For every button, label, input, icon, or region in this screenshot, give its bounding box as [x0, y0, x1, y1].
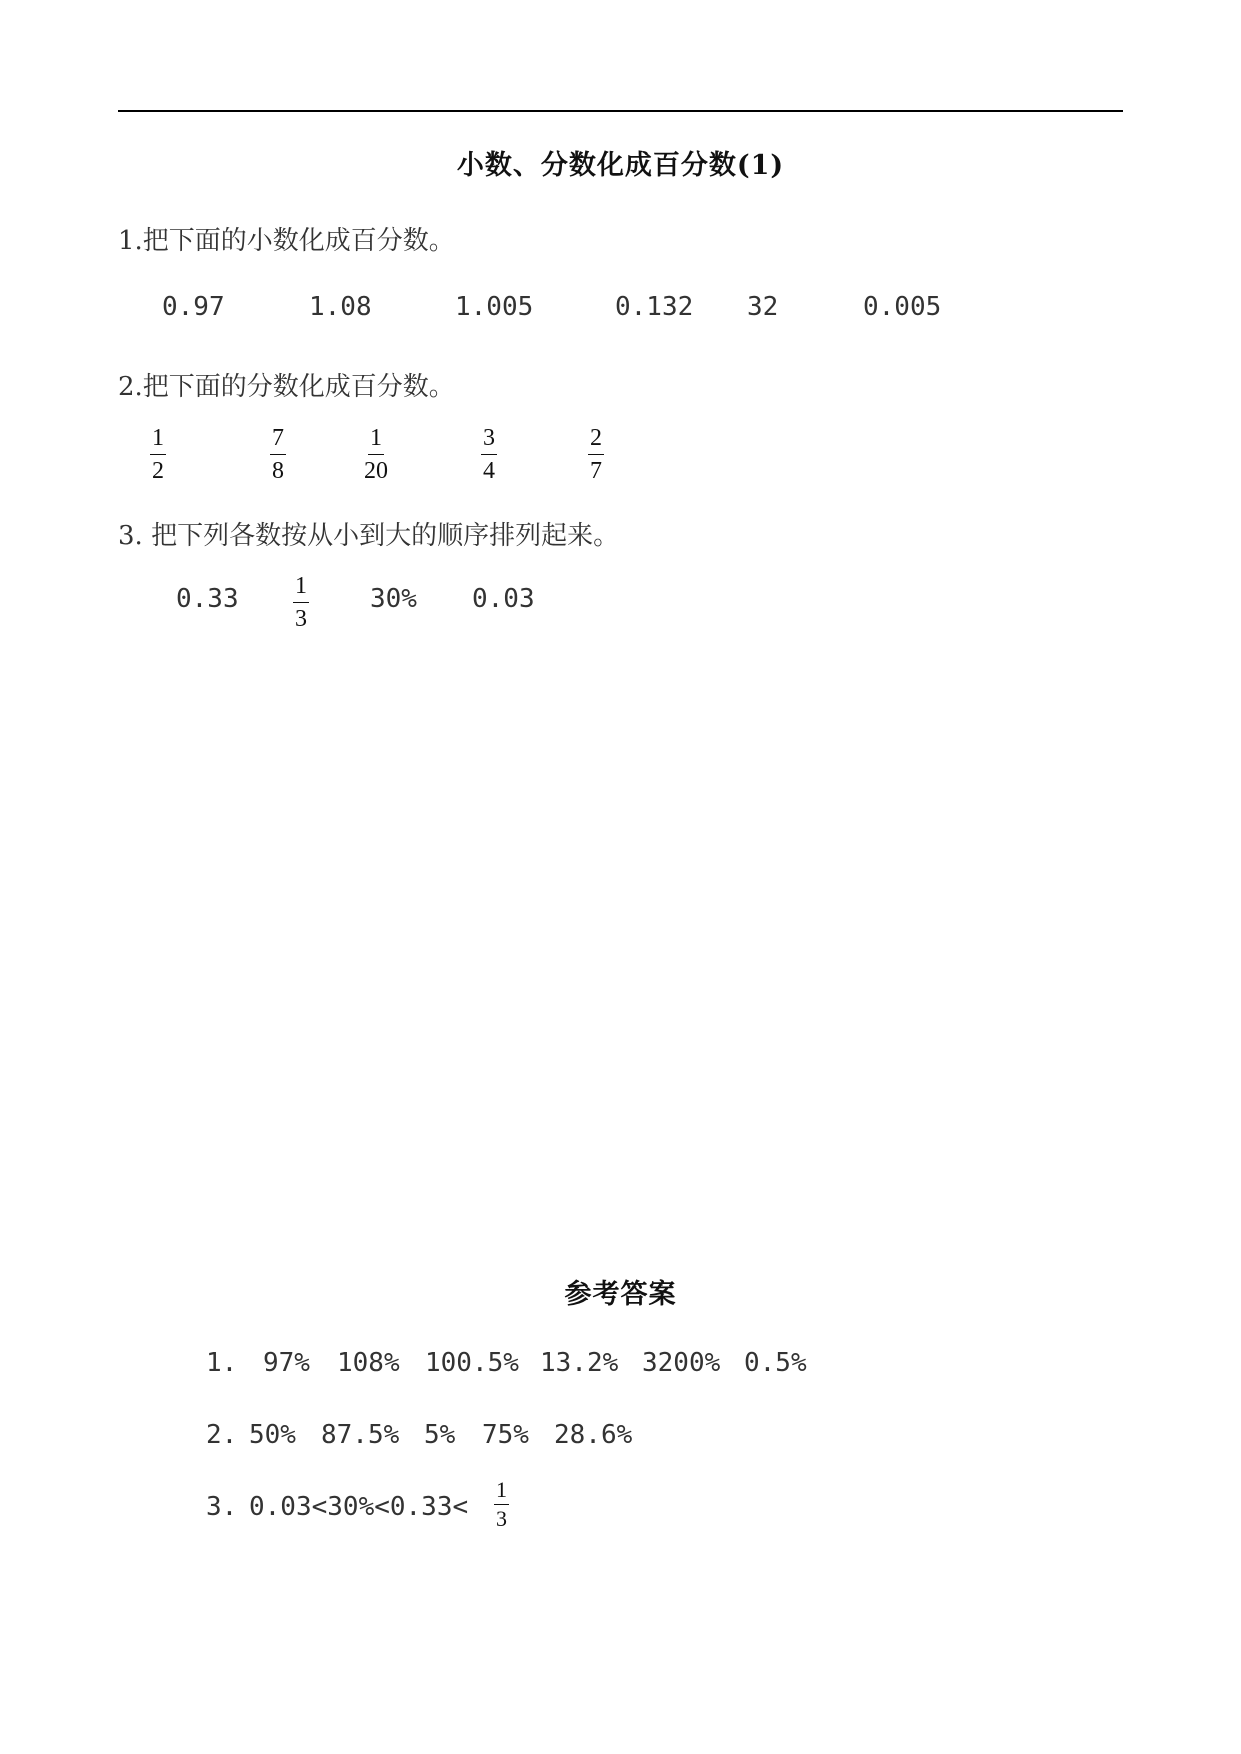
q1-item: 0.005: [863, 292, 942, 322]
q2-fraction: [481, 425, 497, 484]
numerator: 2: [588, 425, 604, 455]
question-1-prompt: 1.把下面的小数化成百分数。: [118, 226, 455, 256]
answer-label: 2.: [206, 1420, 238, 1450]
denominator: 8: [272, 458, 284, 484]
answer-value: 28.6%: [554, 1420, 633, 1450]
numerator: 3: [481, 425, 497, 455]
answer-value: 13.2%: [540, 1348, 619, 1378]
numerator: 1: [293, 573, 309, 603]
answer-value: 75%: [482, 1420, 529, 1450]
q1-item: 0.97: [162, 292, 225, 322]
denominator: 4: [483, 458, 495, 484]
q3-item: 0.03: [472, 584, 535, 614]
q2-fraction: [588, 425, 604, 484]
question-3-prompt: 3. 把下列各数按从小到大的顺序排列起来。: [118, 521, 620, 551]
numerator: 1: [368, 425, 384, 455]
denominator: 2: [152, 458, 164, 484]
answer-ordering: 0.03<30%<0.33<: [249, 1492, 469, 1522]
q3-item: 0.33: [176, 584, 239, 614]
answer-value: 100.5%: [425, 1348, 519, 1378]
q1-item: 1.08: [309, 292, 372, 322]
answer-label: 3.: [206, 1492, 238, 1522]
denominator: 20: [364, 458, 388, 484]
q1-item: 0.132: [615, 292, 694, 322]
answer-value: 5%: [424, 1420, 456, 1450]
answer-value: 108%: [337, 1348, 400, 1378]
answer-value: 3200%: [642, 1348, 721, 1378]
q2-fraction: [150, 425, 166, 484]
q1-item: 32: [747, 292, 779, 322]
page-title: 小数、分数化成百分数(1): [456, 150, 785, 181]
numerator: 1: [494, 1478, 509, 1505]
numerator: 1: [150, 425, 166, 455]
denominator: 7: [590, 458, 602, 484]
answer-label: 1.: [206, 1348, 238, 1378]
answer-value: 0.5%: [744, 1348, 807, 1378]
q3-fraction: [293, 573, 309, 632]
answer-value: 97%: [263, 1348, 310, 1378]
denominator: 3: [496, 1506, 507, 1531]
question-2-prompt: 2.把下面的分数化成百分数。: [118, 372, 455, 402]
header-rule: [118, 110, 1123, 112]
q3-item: 30%: [370, 584, 417, 614]
answer-value: 50%: [249, 1420, 296, 1450]
numerator: 7: [270, 425, 286, 455]
q1-item: 1.005: [455, 292, 534, 322]
q2-fraction: [364, 425, 388, 484]
answers-title: 参考答案: [564, 1279, 677, 1310]
q2-fraction: [270, 425, 286, 484]
denominator: 3: [295, 606, 307, 632]
answer-value: 87.5%: [321, 1420, 400, 1450]
answer-fraction: [494, 1478, 509, 1531]
